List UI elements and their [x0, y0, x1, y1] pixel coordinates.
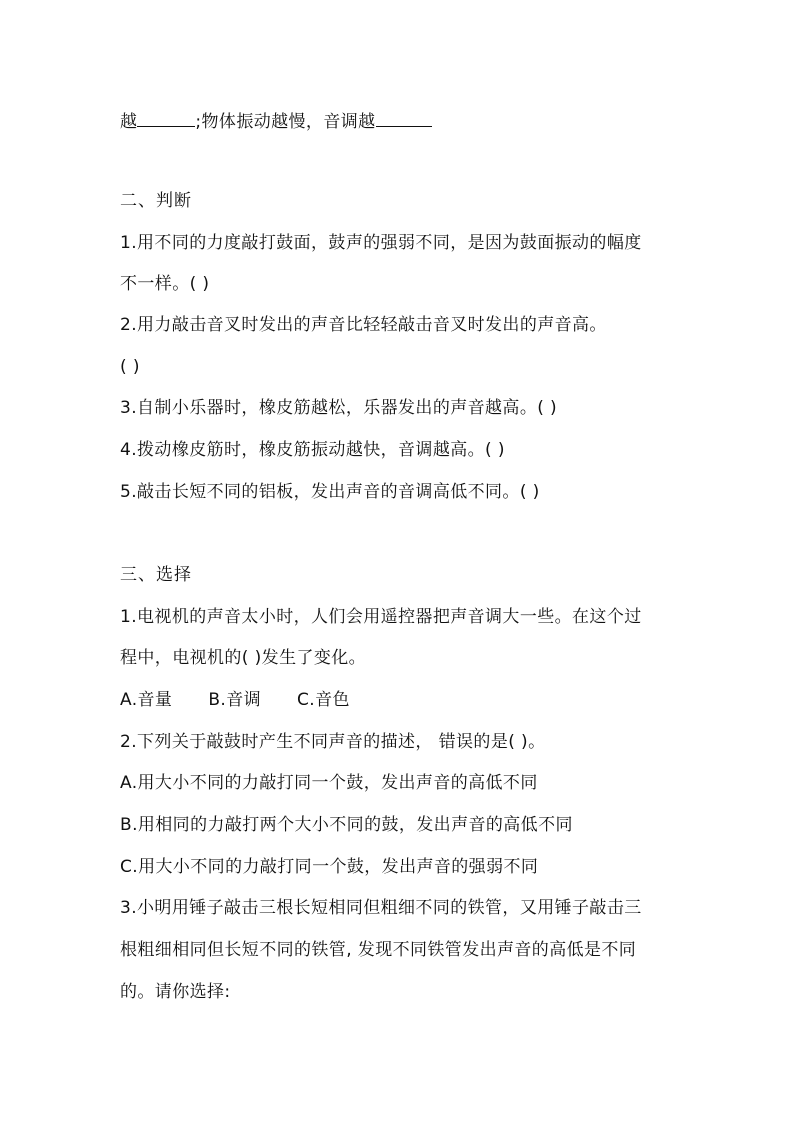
choice-q3-line1: 3.小明用锤子敲击三根长短相同但粗细不同的铁管，又用锤子敲击三 [120, 898, 642, 918]
fill-question-continuation [120, 108, 432, 133]
choice-q1-option-c[interactable]: C.音色 [297, 690, 350, 710]
section-heading-choice: 三、选择 [120, 565, 192, 585]
judge-q1-line1: 1.用不同的力度敲打鼓面，鼓声的强弱不同，是因为鼓面振动的幅度 [120, 233, 642, 253]
judge-q2-line1: 2.用力敲击音叉时发出的声音比轻轻敲击音叉时发出的声音高。 [120, 315, 607, 335]
judge-q2-line2: ( ) [120, 357, 140, 377]
choice-q1-line1: 1.电视机的声音太小时，人们会用遥控器把声音调大一些。在这个过 [120, 607, 642, 627]
choice-q2-stem: 2.下列关于敲鼓时产生不同声音的描述， 错误的是( )。 [120, 732, 546, 752]
judge-q1-line2: 不一样。( ) [120, 274, 210, 294]
choice-q1-option-a[interactable]: A.音量 [120, 690, 173, 710]
choice-q3-line2: 根粗细相同但长短不同的铁管, 发现不同铁管发出声音的高低是不同 [120, 940, 637, 960]
fill-text-middle: ;物体振动越慢，音调越 [195, 112, 376, 132]
answer-blank[interactable] [137, 108, 195, 127]
answer-blank[interactable] [376, 108, 432, 127]
choice-q2-option-a[interactable]: A.用大小不同的力敲打同一个鼓，发出声音的高低不同 [120, 773, 538, 793]
choice-q1-options [120, 689, 350, 711]
choice-q2-option-b[interactable]: B.用相同的力敲打两个大小不同的鼓，发出声音的高低不同 [120, 815, 573, 835]
fill-text-prefix: 越 [120, 112, 138, 132]
choice-q3-line3: 的。请你选择: [120, 982, 231, 1002]
judge-q4: 4.拨动橡皮筋时，橡皮筋振动越快，音调越高。( ) [120, 440, 505, 460]
choice-q1-line2: 程中，电视机的( )发生了变化。 [120, 648, 367, 668]
choice-q1-option-b[interactable]: B.音调 [208, 690, 262, 710]
judge-q5: 5.敲击长短不同的铝板，发出声音的音调高低不同。( ) [120, 482, 540, 502]
section-heading-judge: 二、判断 [120, 191, 192, 211]
choice-q2-option-c[interactable]: C.用大小不同的力敲打同一个鼓，发出声音的强弱不同 [120, 857, 539, 877]
judge-q3: 3.自制小乐器时，橡皮筋越松，乐器发出的声音越高。( ) [120, 398, 558, 418]
